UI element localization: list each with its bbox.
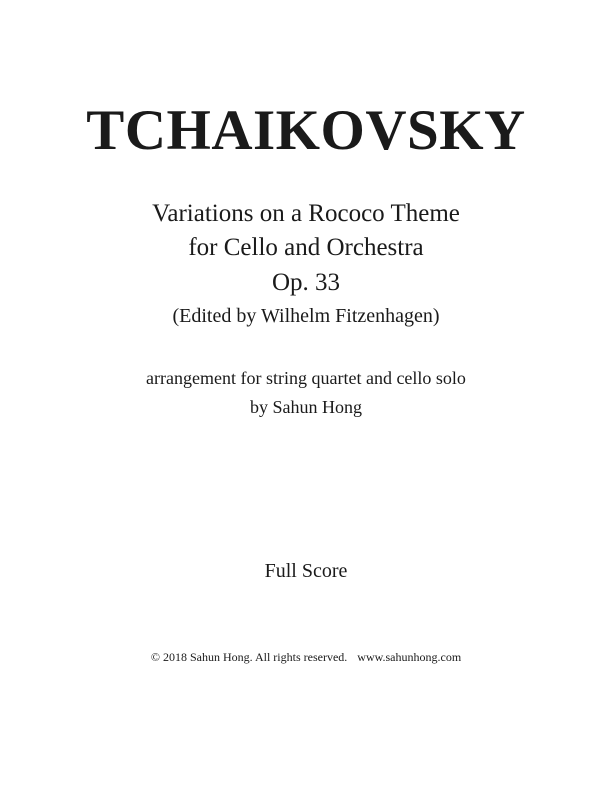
arranger-credit: by Sahun Hong (250, 397, 362, 417)
composer-name: TCHAIKOVSKY (86, 99, 526, 162)
score-type-label: Full Score (264, 560, 348, 582)
website-url: www.sahunhong.com (357, 650, 462, 664)
footer (0, 649, 612, 665)
editor-note: (Edited by Wilhelm Fitzenhagen) (172, 305, 440, 327)
opus-number: Op. 33 (271, 269, 341, 296)
copyright-notice: © 2018 Sahun Hong. All rights reserved. (150, 650, 348, 664)
arrangement-description: arrangement for string quartet and cello solo (146, 368, 466, 388)
work-title-line-2: for Cello and Orchestra (188, 234, 424, 261)
work-title-line-1: Variations on a Rococo Theme (152, 200, 460, 227)
